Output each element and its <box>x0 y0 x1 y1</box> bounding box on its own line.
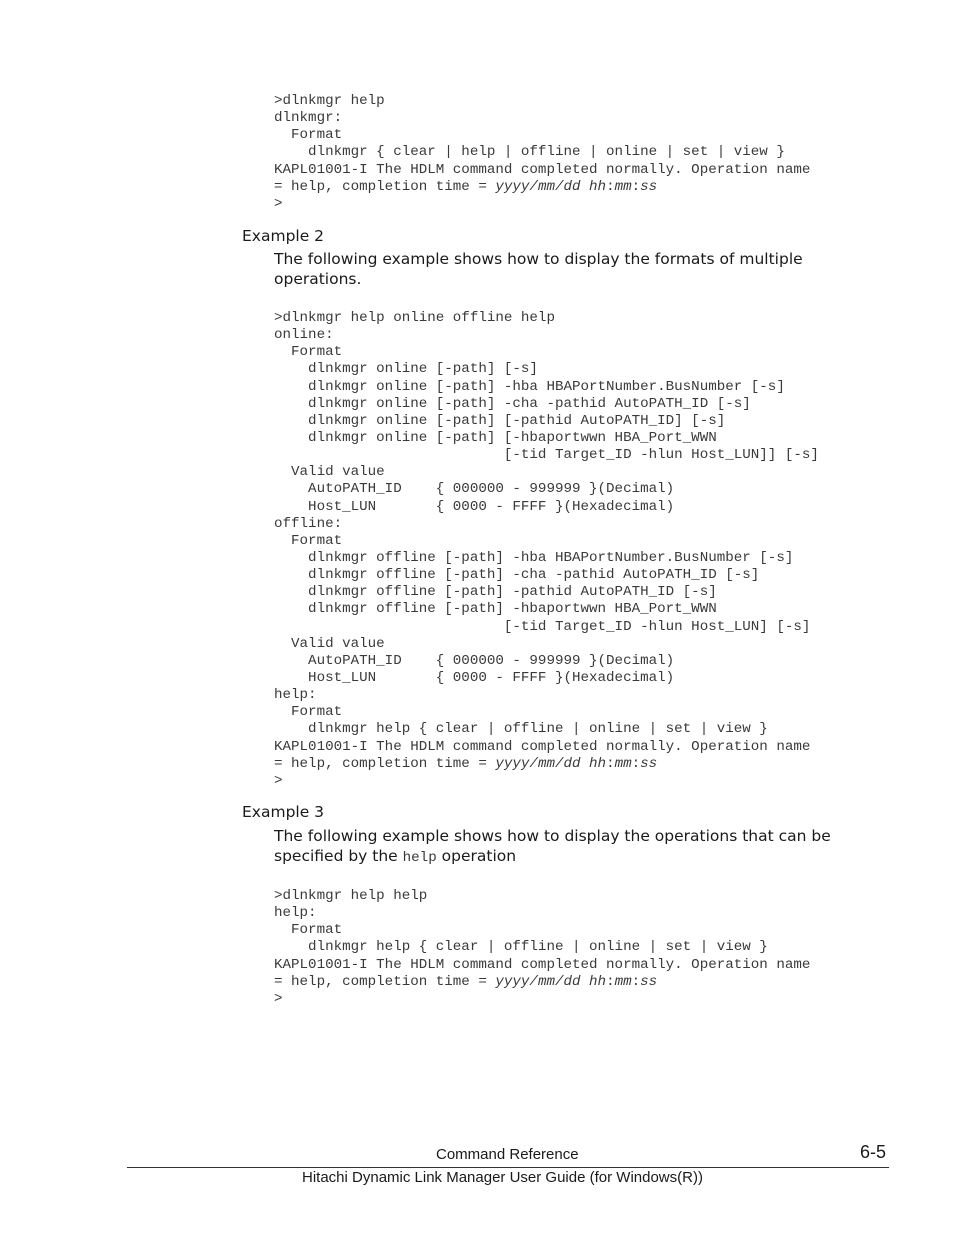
code-line: dlnkmgr online [-path] [-s] <box>274 361 538 378</box>
code-line: > <box>274 195 283 212</box>
code-line: dlnkmgr online [-path] -cha -pathid AutoPATH_ID [-s] <box>274 395 751 412</box>
inline-code-help: help <box>402 850 437 866</box>
code-line: >dlnkmgr help help <box>274 888 428 904</box>
code-line: dlnkmgr help { clear | offline | online | set | view } <box>274 939 768 956</box>
code-line: [-tid Target_ID -hlun Host_LUN]] [-s] <box>274 447 819 464</box>
example1-code-block <box>274 93 810 213</box>
code-line-completion-time: = help, completion time = yyyy/mm/dd hh:mm:ss <box>274 178 658 195</box>
code-line: AutoPATH_ID { 000000 - 999999 }(Decimal) <box>274 652 675 669</box>
code-line: > <box>274 990 283 1007</box>
code-line: Format <box>274 704 343 721</box>
footer-document-title: Hitachi Dynamic Link Manager User Guide (for Windows(R)) <box>302 1169 703 1186</box>
code-line: dlnkmgr online [-path] [-hbaportwwn HBA_Port_WWN <box>274 429 717 446</box>
code-line: KAPL01001-I The HDLM command completed normally. Operation name <box>274 161 811 178</box>
code-line-completion-time: = help, completion time = yyyy/mm/dd hh:mm:ss <box>274 755 658 772</box>
example2-description: The following example shows how to display the formats of multiple operations. <box>274 250 803 288</box>
code-line: >dlnkmgr help <box>274 93 385 109</box>
code-line: dlnkmgr offline [-path] -hba HBAPortNumber.BusNumber [-s] <box>274 549 794 566</box>
code-line: dlnkmgr offline [-path] -cha -pathid AutoPATH_ID [-s] <box>274 567 760 584</box>
code-line: [-tid Target_ID -hlun Host_LUN] [-s] <box>274 618 811 635</box>
footer-section-title: Command Reference <box>436 1146 579 1163</box>
code-line: dlnkmgr offline [-path] -hbaportwwn HBA_Port_WWN <box>274 601 717 618</box>
code-line: KAPL01001-I The HDLM command completed normally. Operation name <box>274 738 811 755</box>
code-line: >dlnkmgr help online offline help <box>274 310 555 326</box>
code-line: AutoPATH_ID { 000000 - 999999 }(Decimal) <box>274 481 675 498</box>
code-line: dlnkmgr: <box>274 110 343 127</box>
code-line: offline: <box>274 515 343 532</box>
code-line: Valid value <box>274 635 385 652</box>
code-line: online: <box>274 327 334 344</box>
code-line: KAPL01001-I The HDLM command completed normally. Operation name <box>274 956 811 973</box>
example2-code-block <box>274 310 819 790</box>
code-line: dlnkmgr online [-path] -hba HBAPortNumber.BusNumber [-s] <box>274 378 785 395</box>
code-line: Format <box>274 127 343 144</box>
footer-divider <box>127 1167 889 1168</box>
code-line: help: <box>274 905 317 922</box>
code-line: > <box>274 772 283 789</box>
code-line: Format <box>274 922 343 939</box>
example3-heading: Example 3 <box>242 803 325 821</box>
code-line: dlnkmgr offline [-path] -pathid AutoPATH_ID [-s] <box>274 584 717 601</box>
example2-heading: Example 2 <box>242 227 325 245</box>
code-line: Valid value <box>274 464 385 481</box>
code-line-completion-time: = help, completion time = yyyy/mm/dd hh:mm:ss <box>274 973 658 990</box>
code-line: help: <box>274 687 317 704</box>
code-line: dlnkmgr help { clear | offline | online | set | view } <box>274 721 768 738</box>
example3-code-block <box>274 888 810 1008</box>
code-line: Format <box>274 532 343 549</box>
code-line: dlnkmgr online [-path] [-pathid AutoPATH_ID] [-s] <box>274 412 726 429</box>
code-line: Host_LUN { 0000 - FFFF }(Hexadecimal) <box>274 669 675 686</box>
page-number: 6-5 <box>860 1142 887 1162</box>
example3-description: The following example shows how to display the operations that can be specified by the help operation <box>274 827 831 866</box>
code-line: Format <box>274 344 343 361</box>
code-line: dlnkmgr { clear | help | offline | online | set | view } <box>274 144 785 161</box>
code-line: Host_LUN { 0000 - FFFF }(Hexadecimal) <box>274 498 675 515</box>
